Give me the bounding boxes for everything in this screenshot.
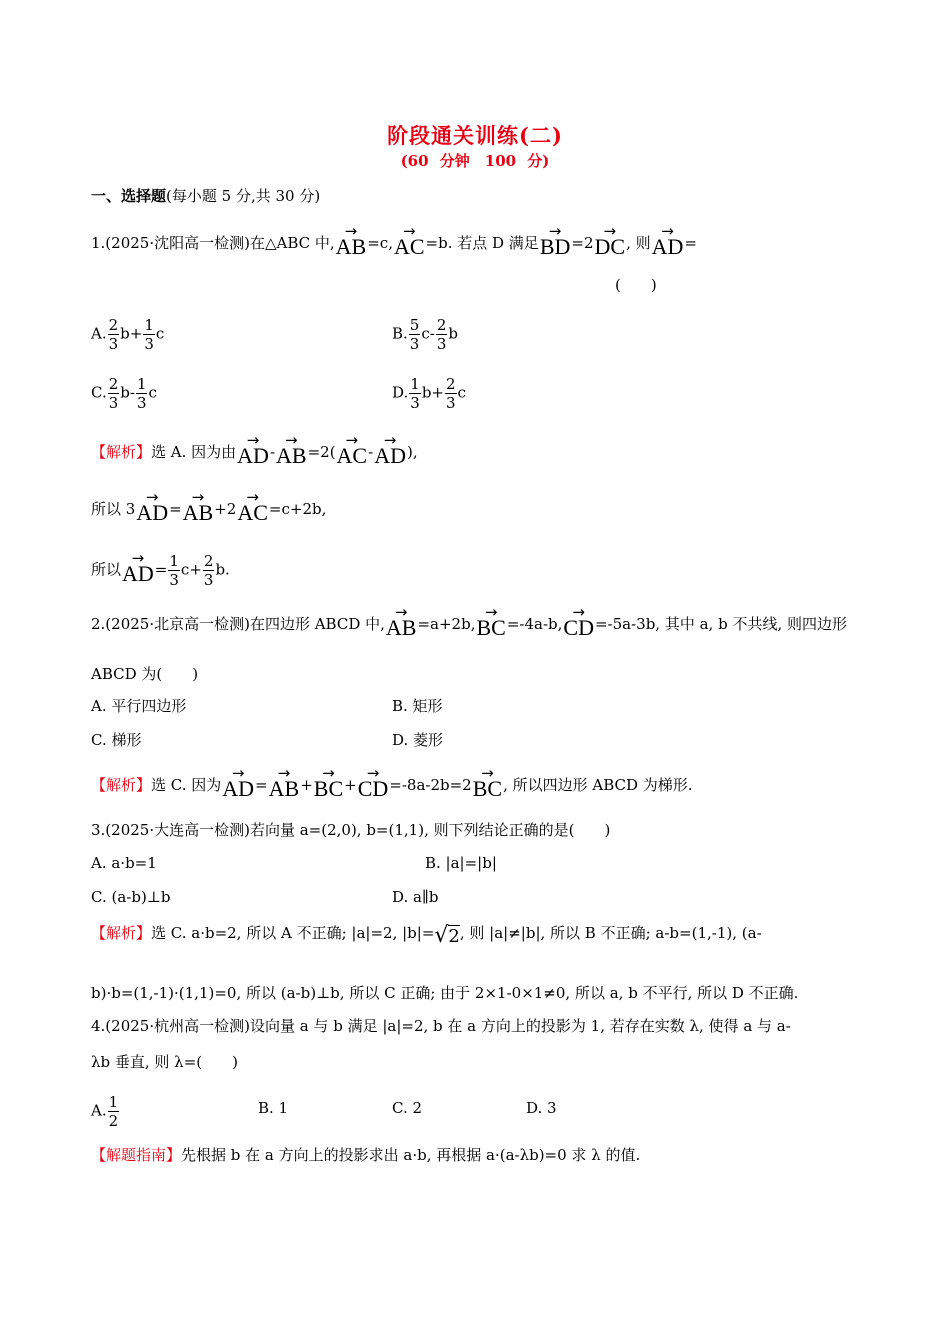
solution-text: + [300, 776, 313, 794]
vector-ac: → AC [394, 231, 425, 257]
q1-option-b[interactable] [392, 316, 458, 353]
q3-option-c[interactable]: C. (a-b)⊥b [91, 888, 171, 906]
q4-option-d[interactable]: D. 3 [526, 1099, 557, 1117]
solution-text: 选 A. 因为由 [151, 443, 237, 461]
q3-option-a[interactable]: A. a·b=1 [91, 854, 157, 872]
vector-ab: → AB [269, 773, 300, 799]
vector-cd: → CD [358, 773, 389, 799]
vector-ad: → AD [136, 497, 168, 523]
q3-option-d[interactable]: D. a∥b [392, 888, 439, 906]
fraction [136, 375, 148, 412]
vector-ac: → AC [237, 497, 268, 523]
option-text: c [457, 383, 466, 402]
solution-tag: 【解析】 [91, 776, 152, 794]
solution-text: = [255, 776, 268, 794]
denominator: 3 [136, 394, 147, 412]
vector-ab: → AB [276, 440, 307, 466]
vector-bc: → BC [476, 612, 505, 638]
answer-paren: ( ) [615, 276, 657, 294]
q2-option-c[interactable]: C. 梯形 [91, 731, 142, 749]
q2-option-d[interactable]: D. 菱形 [392, 731, 444, 749]
q3-stem: 3.(2025·大连高一检测)若向量 a=(2,0), b=(1,1), 则下列结论正确的是( ) [91, 821, 611, 839]
q2-stem-text: 2.(2025·北京高一检测)在四边形 ABCD 中, [91, 615, 385, 633]
q2-option-a[interactable]: A. 平行四边形 [91, 697, 187, 715]
page-subtitle: (60 分钟 100 分) [400, 152, 550, 170]
denominator: 3 [410, 394, 420, 412]
vector-bc: → BC [473, 773, 502, 799]
q1-option-a[interactable] [91, 316, 164, 353]
q4-stem-line2: λb 垂直, 则 λ=( ) [91, 1053, 238, 1071]
q3-solution-line1 [91, 923, 762, 947]
q1-text: =2 [571, 234, 594, 252]
option-text: c [148, 383, 157, 402]
q1-solution-line2 [91, 497, 326, 523]
option-text: b [448, 324, 458, 343]
option-label: A. [91, 324, 107, 343]
denominator: 3 [144, 335, 154, 353]
vector-ad: → AD [122, 558, 154, 584]
q1-text: , 则 [626, 234, 651, 252]
vector-bd: → BD [540, 231, 571, 257]
solution-text: - [269, 443, 276, 461]
denominator: 3 [169, 571, 179, 589]
fraction [108, 1093, 120, 1130]
vector-cd: → CD [563, 612, 594, 638]
fraction [409, 316, 421, 353]
q4-guide [91, 1145, 640, 1165]
denominator: 3 [108, 394, 119, 412]
solution-text: =2( [307, 443, 336, 461]
vector-ad: → AD [374, 440, 406, 466]
option-text: b+ [421, 383, 444, 402]
q1-option-c[interactable] [91, 375, 157, 412]
solution-text: b. [215, 560, 230, 579]
solution-text: 选 C. a·b=2, 所以 A 不正确; |a|=2, |b|= [151, 924, 435, 942]
vector-dc: → DC [595, 231, 626, 257]
numerator: 2 [108, 316, 119, 334]
vector-ab: → AB [386, 612, 417, 638]
denominator: 3 [445, 394, 456, 412]
q1-text: = [684, 234, 697, 252]
vector-ab: → AB [336, 231, 367, 257]
q3-option-b[interactable]: B. |a|=|b| [425, 854, 497, 872]
numerator: 2 [108, 375, 119, 393]
q2-stem [91, 612, 847, 638]
numerator: 1 [144, 316, 154, 334]
option-label: C. [91, 383, 107, 402]
solution-text: =-8a-2b=2 [389, 776, 472, 794]
q2-stem-line2: ABCD 为( ) [91, 665, 199, 683]
fraction [168, 552, 180, 589]
q4-option-a[interactable] [91, 1093, 120, 1130]
q1-solution-line3 [91, 552, 230, 589]
numerator: 1 [410, 375, 420, 393]
fraction [445, 375, 457, 412]
solution-text: , 所以四边形 ABCD 为梯形. [503, 776, 693, 794]
guide-text: 先根据 b 在 a 方向上的投影求出 a·b, 再根据 a·(a-λb)=0 求 λ 的值. [181, 1146, 641, 1164]
solution-text: 所以 [91, 560, 122, 579]
numerator: 2 [203, 552, 214, 570]
numerator: 2 [445, 375, 456, 393]
q2-text: =a+2b, [417, 615, 476, 633]
solution-text: +2 [214, 500, 237, 518]
guide-tag: 【解题指南】 [91, 1146, 182, 1164]
q1-stem [91, 231, 697, 257]
option-label: B. [392, 324, 408, 343]
vector-ab: → AB [183, 497, 214, 523]
vector-ad: → AD [652, 231, 684, 257]
numerator: 1 [136, 375, 147, 393]
q4-option-c[interactable]: C. 2 [392, 1099, 423, 1117]
solution-text: ), [406, 443, 418, 461]
fraction [436, 316, 448, 353]
denominator: 3 [203, 571, 214, 589]
sqrt-symbol: √2 [434, 923, 460, 948]
solution-text: = [154, 560, 168, 579]
fraction [203, 552, 215, 589]
q1-text: =c, [367, 234, 393, 252]
solution-text: 选 C. 因为 [151, 776, 222, 794]
vector-ad: → AD [222, 773, 254, 799]
numerator: 2 [436, 316, 447, 334]
sqrt-value: 2 [448, 926, 460, 947]
q2-text: =-4a-b, [506, 615, 563, 633]
solution-text: 所以 3 [91, 500, 136, 518]
section-title: 一、选择题 [91, 187, 167, 205]
q3-solution-line2: b)·b=(1,-1)·(1,1)=0, 所以 (a-b)⊥b, 所以 C 正确; 由于 2×1-0×1≠0, 所以 a, b 不平行, 所以 D 不正确. [91, 984, 799, 1002]
q2-option-b[interactable]: B. 矩形 [392, 697, 443, 715]
q2-text: =-5a-3b, 其中 a, b 不共线, 则四边形 [594, 615, 847, 633]
solution-text: = [169, 500, 182, 518]
denominator: 3 [436, 335, 447, 353]
q1-text: =b. 若点 D 满足 [425, 234, 539, 252]
option-label: D. [392, 383, 409, 402]
solution-text: =c+2b, [268, 500, 327, 518]
section-heading [91, 186, 320, 206]
option-text: c [155, 324, 165, 343]
vector-ac: → AC [337, 440, 368, 466]
fraction [108, 316, 120, 353]
fraction [143, 316, 155, 353]
section-note: (每小题 5 分,共 30 分) [166, 187, 321, 205]
vector-bc: → BC [314, 773, 343, 799]
denominator: 3 [108, 335, 119, 353]
vector-ad: → AD [237, 440, 269, 466]
denominator: 3 [409, 335, 420, 353]
q2-solution [91, 773, 693, 799]
fraction [409, 375, 421, 412]
numerator: 1 [169, 552, 179, 570]
q4-stem-line1: 4.(2025·杭州高一检测)设向量 a 与 b 满足 |a|=2, b 在 a 方向上的投影为 1, 若存在实数 λ, 使得 a 与 a- [91, 1017, 791, 1035]
page-title: 阶段通关训练(二) [387, 123, 563, 148]
option-label: A. [91, 1101, 107, 1120]
option-text: c- [421, 324, 435, 343]
solution-text: c+ [180, 560, 202, 579]
q1-option-d[interactable] [392, 375, 466, 412]
q1-stem-text: 1.(2025·沈阳高一检测)在△ABC 中, [91, 234, 335, 252]
solution-text: + [344, 776, 357, 794]
option-text: b- [120, 383, 135, 402]
fraction [108, 375, 120, 412]
q4-option-b[interactable]: B. 1 [258, 1099, 289, 1117]
option-text: b+ [120, 324, 143, 343]
numerator: 5 [409, 316, 420, 334]
solution-text: , 则 |a|≠|b|, 所以 B 不正确; a-b=(1,-1), (a- [459, 924, 762, 942]
solution-tag: 【解析】 [91, 443, 152, 461]
denominator: 2 [108, 1112, 119, 1130]
numerator: 1 [108, 1093, 119, 1111]
solution-tag: 【解析】 [91, 924, 152, 942]
solution-text: - [368, 443, 374, 461]
q1-solution-line1 [91, 440, 418, 466]
